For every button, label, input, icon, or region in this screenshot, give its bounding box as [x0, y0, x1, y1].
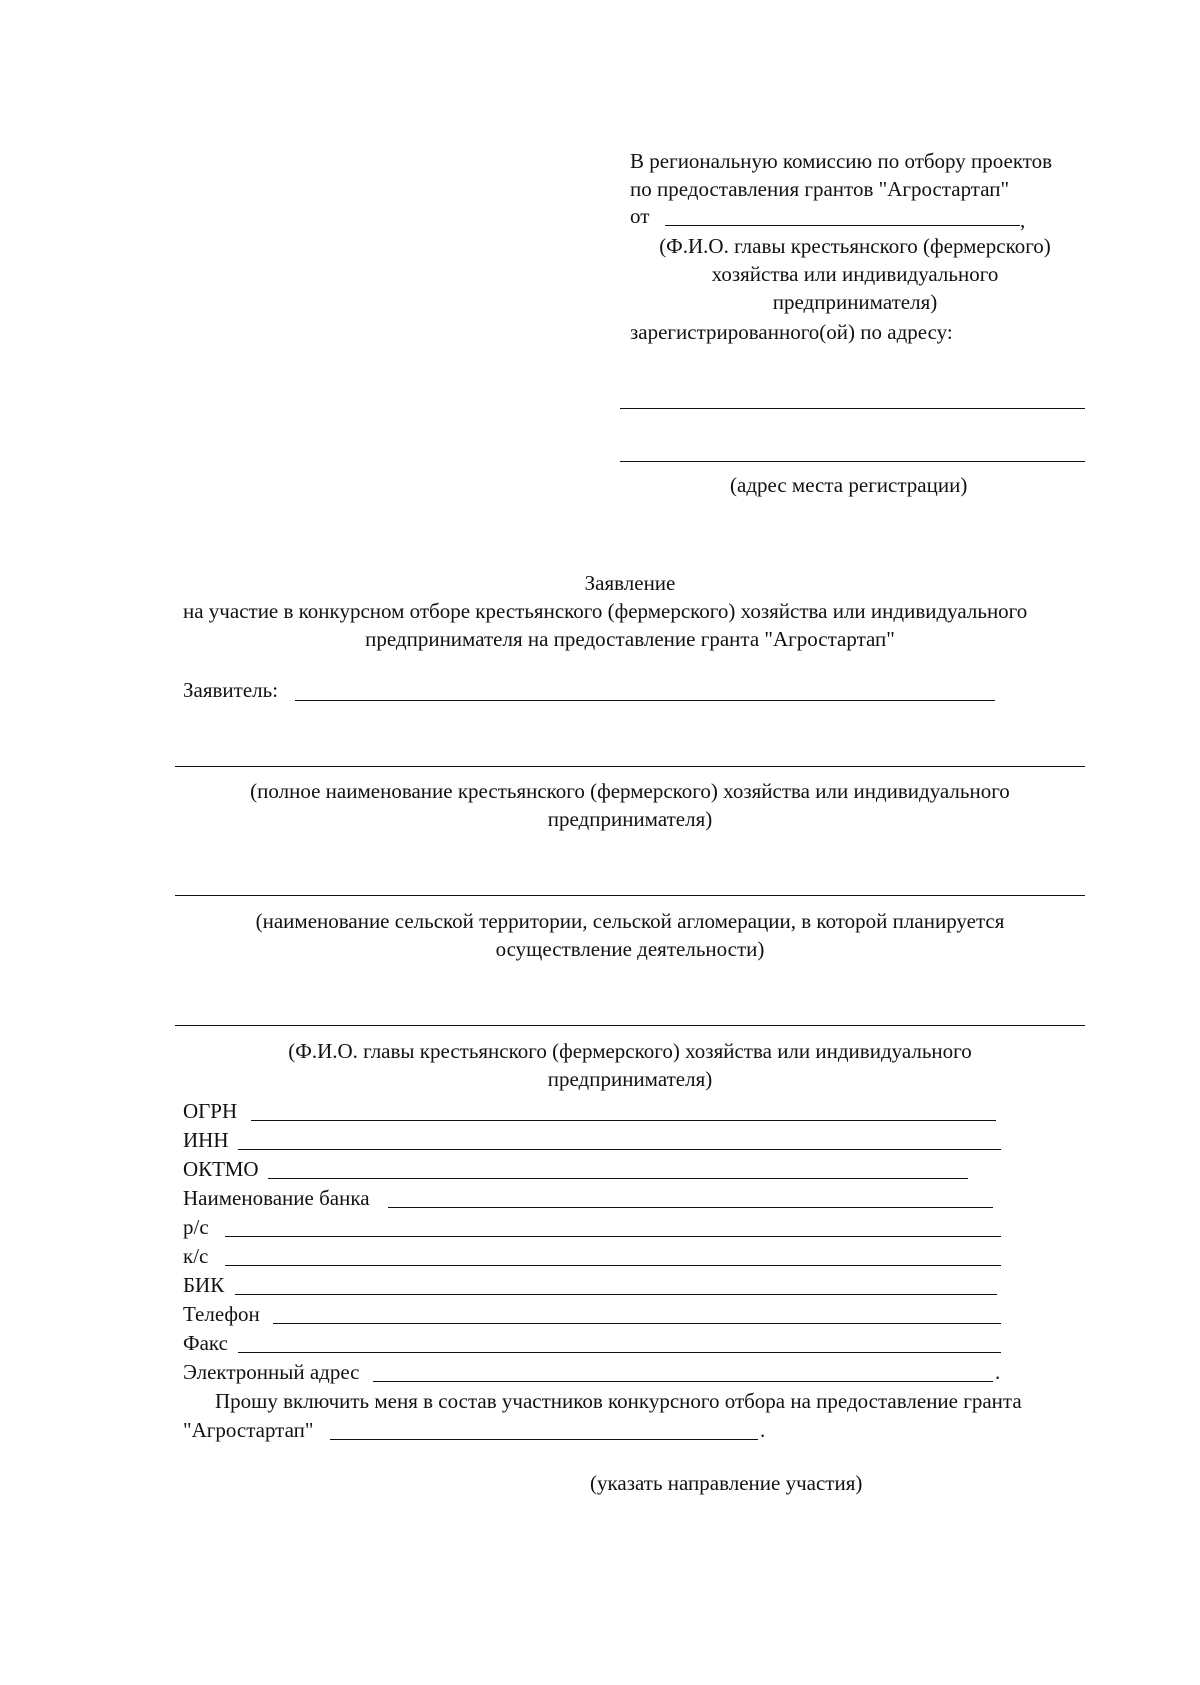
bank-name-input-line[interactable] — [388, 1207, 993, 1208]
full-name-caption-1: (полное наименование крестьянского (фермерского) хозяйства или индивидуального — [250, 779, 1010, 803]
addressee-line-2: по предоставления грантов "Агростартап" — [630, 177, 1010, 201]
from-caption-1: (Ф.И.О. главы крестьянского (фермерского) — [659, 234, 1051, 258]
registered-label: зарегистрированного(ой) по адресу: — [630, 320, 953, 344]
territory-caption-1: (наименование сельской территории, сельской агломерации, в которой планируется — [255, 909, 1005, 933]
head-name-field[interactable] — [175, 1025, 1085, 1026]
territory-field[interactable] — [175, 895, 1085, 896]
phone-input-line[interactable] — [273, 1323, 1001, 1324]
document-title-line-2: предпринимателя на предоставление гранта "Агростартап" — [365, 627, 895, 651]
field-label: Факс — [183, 1331, 228, 1355]
territory-caption-2: осуществление деятельности) — [495, 937, 765, 961]
field-label: р/с — [183, 1215, 209, 1239]
applicant-label: Заявитель: — [183, 678, 279, 702]
request-line-2-prefix: "Агростартап" — [183, 1418, 314, 1442]
oktmo-input-line[interactable] — [268, 1178, 968, 1179]
field-label: БИК — [183, 1273, 225, 1297]
full-name-caption-2: предпринимателя) — [547, 807, 713, 831]
from-label: от — [630, 204, 650, 228]
address-field-line-1[interactable] — [620, 408, 1085, 409]
inn-input-line[interactable] — [238, 1149, 1001, 1150]
head-caption-1: (Ф.И.О. главы крестьянского (фермерского) хозяйства или индивидуального — [288, 1039, 972, 1063]
address-caption: (адрес места регистрации) — [730, 473, 968, 497]
email-period: . — [995, 1360, 1001, 1384]
addressee-line-1: В региональную комиссию по отбору проектов — [630, 149, 1053, 173]
field-label: Телефон — [183, 1302, 260, 1326]
field-label: ОКТМО — [183, 1157, 259, 1181]
field-label: ОГРН — [183, 1099, 238, 1123]
ogrn-input-line[interactable] — [251, 1120, 996, 1121]
field-label: ИНН — [183, 1128, 229, 1152]
document-heading: Заявление — [584, 571, 676, 595]
direction-caption: (указать направление участия) — [590, 1471, 863, 1495]
full-name-field[interactable] — [175, 766, 1085, 767]
from-comma: , — [1020, 208, 1026, 232]
request-line-1: Прошу включить меня в состав участников конкурсного отбора на предоставление гранта — [215, 1389, 1022, 1413]
field-label: к/с — [183, 1244, 209, 1268]
from-caption-3: предпринимателя) — [772, 290, 938, 314]
field-label: Наименование банка — [183, 1186, 370, 1210]
field-email — [183, 1359, 1033, 1385]
head-caption-2: предпринимателя) — [547, 1067, 713, 1091]
from-name-field[interactable] — [665, 225, 1020, 226]
settlement-account-input-line[interactable] — [225, 1236, 1001, 1237]
from-caption-2: хозяйства или индивидуального — [711, 262, 999, 286]
field-label: Электронный адрес — [183, 1360, 360, 1384]
email-input-line[interactable] — [373, 1381, 993, 1382]
applicant-field[interactable] — [295, 700, 995, 701]
document-title-line-1: на участие в конкурсном отборе крестьянского (фермерского) хозяйства или индивидуального — [183, 599, 1028, 623]
address-field-line-2[interactable] — [620, 461, 1085, 462]
request-line-2-suffix: . — [760, 1418, 766, 1442]
correspondent-account-input-line[interactable] — [225, 1265, 1001, 1266]
fax-input-line[interactable] — [238, 1352, 1001, 1353]
bik-input-line[interactable] — [235, 1294, 997, 1295]
participation-direction-field[interactable] — [330, 1439, 758, 1440]
